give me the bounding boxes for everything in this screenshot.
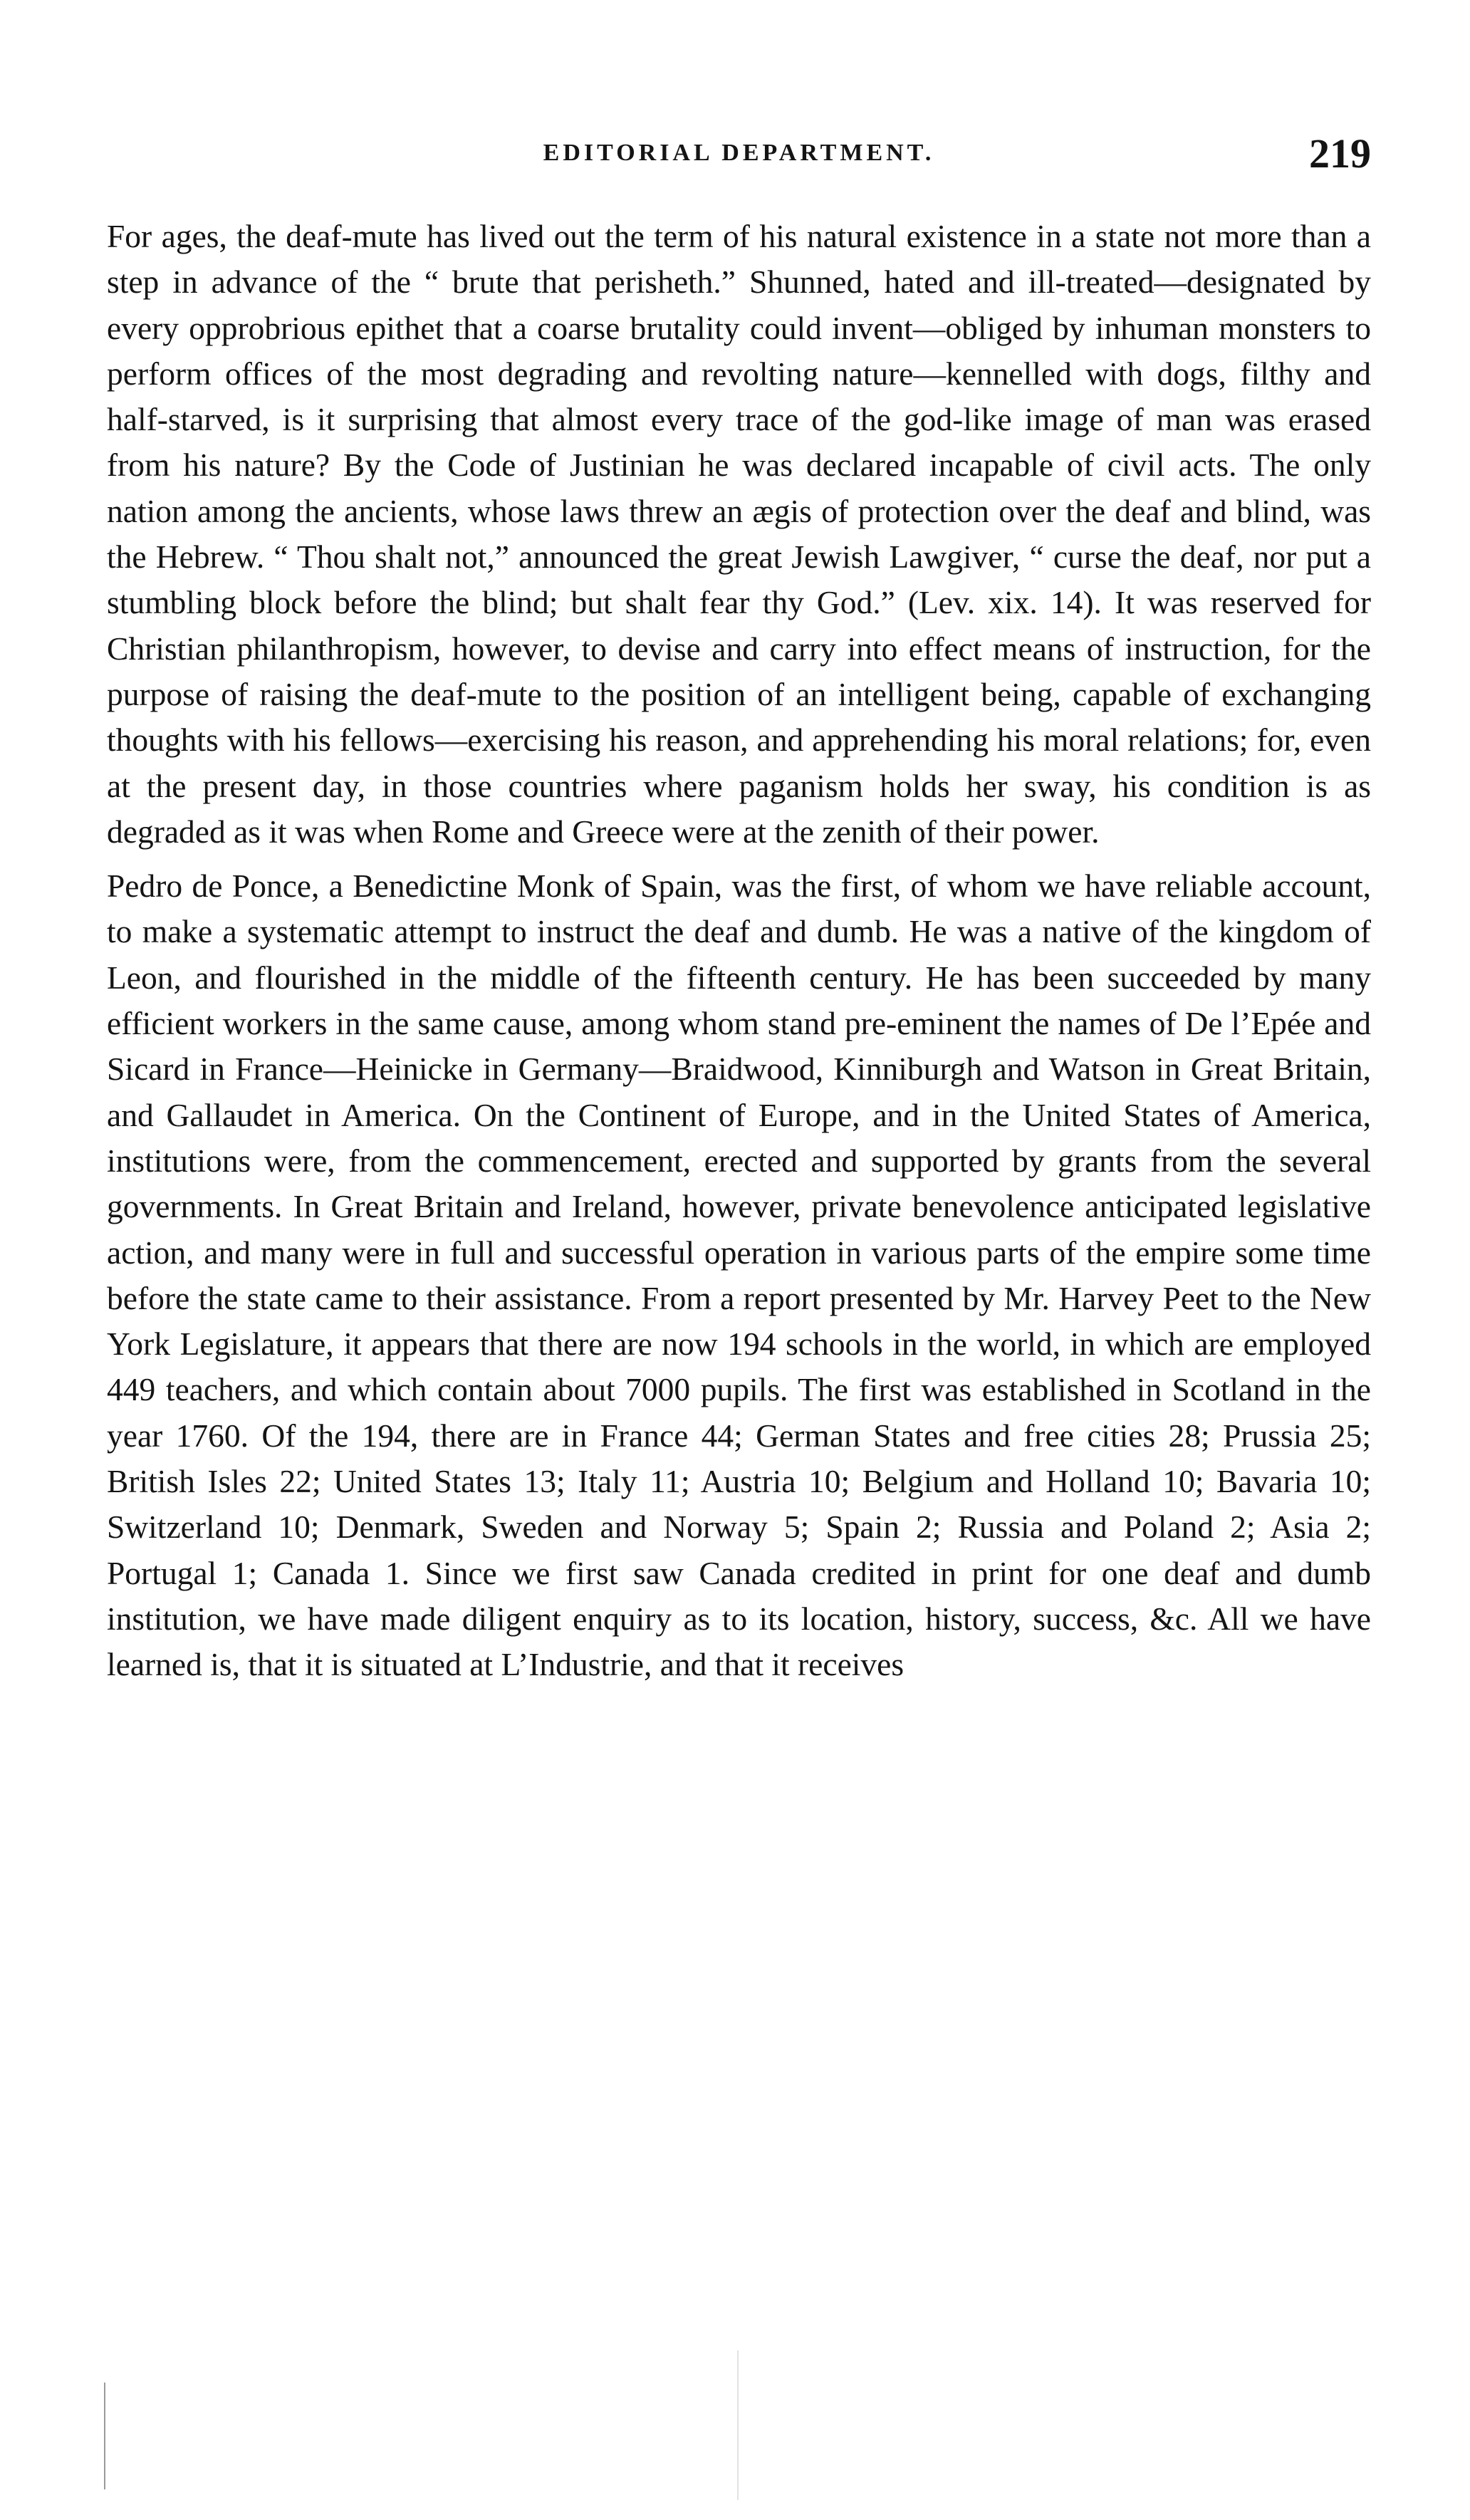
running-title: EDITORIAL DEPARTMENT. <box>543 140 935 166</box>
ink-bleed-mark <box>737 2350 739 2500</box>
page-number: 219 <box>1309 130 1371 177</box>
body-text <box>107 214 1371 1688</box>
paragraph-deaf-mute-history: For ages, the deaf-mute has lived out the term of his natural existence in a state not more than a step in advance of the “ brute that perisheth.” Shunned, hated and ill-treated—designated by every opprobrious epithet that a coarse brutality could invent—obliged by inhuman monsters to perform offices of the most degrading and revolting nature—kennelled with dogs, filthy and half-starved, is it surprising that almost every trace of the god-like image of man was erased from his nature? By the Code of Justinian he was declared incapable of civil acts. The only nation among the ancients, whose laws threw an ægis of protection over the deaf and blind, was the Hebrew. “ Thou shalt not,” announced the great Jewish Lawgiver, “ curse the deaf, nor put a stumbling block before the blind; but shalt fear thy God.” (Lev. xix. 14). It was reserved for Christian philanthropism, however, to devise and carry into effect means of instruction, for the purpose of raising the deaf-mute to the position of an intelligent being, capable of exchanging thoughts with his fellows—exercising his reason, and apprehending his moral relations; for, even at the present day, in those countries where paganism holds her sway, his condition is as degraded as it was when Rome and Greece were at the zenith of their power. <box>107 218 1371 850</box>
running-head <box>107 130 1371 197</box>
paragraph-deaf-education-pioneers: Pedro de Ponce, a Benedictine Monk of Spain, was the first, of whom we have reliable account, to make a systematic attempt to instruct the deaf and dumb. He was a native of the kingdom of Leon, and flourished in the middle of the fifteenth century. He has been succeeded by many efficient workers in the same cause, among whom stand pre-eminent the names of De l’Epée and Sicard in France—Heinicke in Germany—Braidwood, Kinniburgh and Watson in Great Britain, and Gallaudet in America. On the Continent of Europe, and in the United States of America, institutions were, from the commencement, erected and supported by grants from the several governments. In Great Britain and Ireland, however, private benevolence anticipated legislative action, and many were in full and successful operation in various parts of the empire some time before the state came to their assistance. From a report presented by Mr. Harvey Peet to the New York Legislature, it appears that there are now 194 schools in the world, in which are employed 449 teachers, and which contain about 7000 pupils. The first was established in Scotland in the year 1760. Of the 194, there are in France 44; German States and free cities 28; Prussia 25; British Isles 22; United States 13; Italy 11; Austria 10; Belgium and Holland 10; Bavaria 10; Switzerland 10; Denmark, Sweden and Norway 5; Spain 2; Russia and Poland 2; Asia 2; Portugal 1; Canada 1. Since we first saw Canada credited in print for one deaf and dumb institution, we have made diligent enquiry as to its location, history, success, &c. All we have learned is, that it is situated at L’Industrie, and that it receives <box>107 868 1371 1683</box>
margin-rule <box>104 2383 105 2489</box>
